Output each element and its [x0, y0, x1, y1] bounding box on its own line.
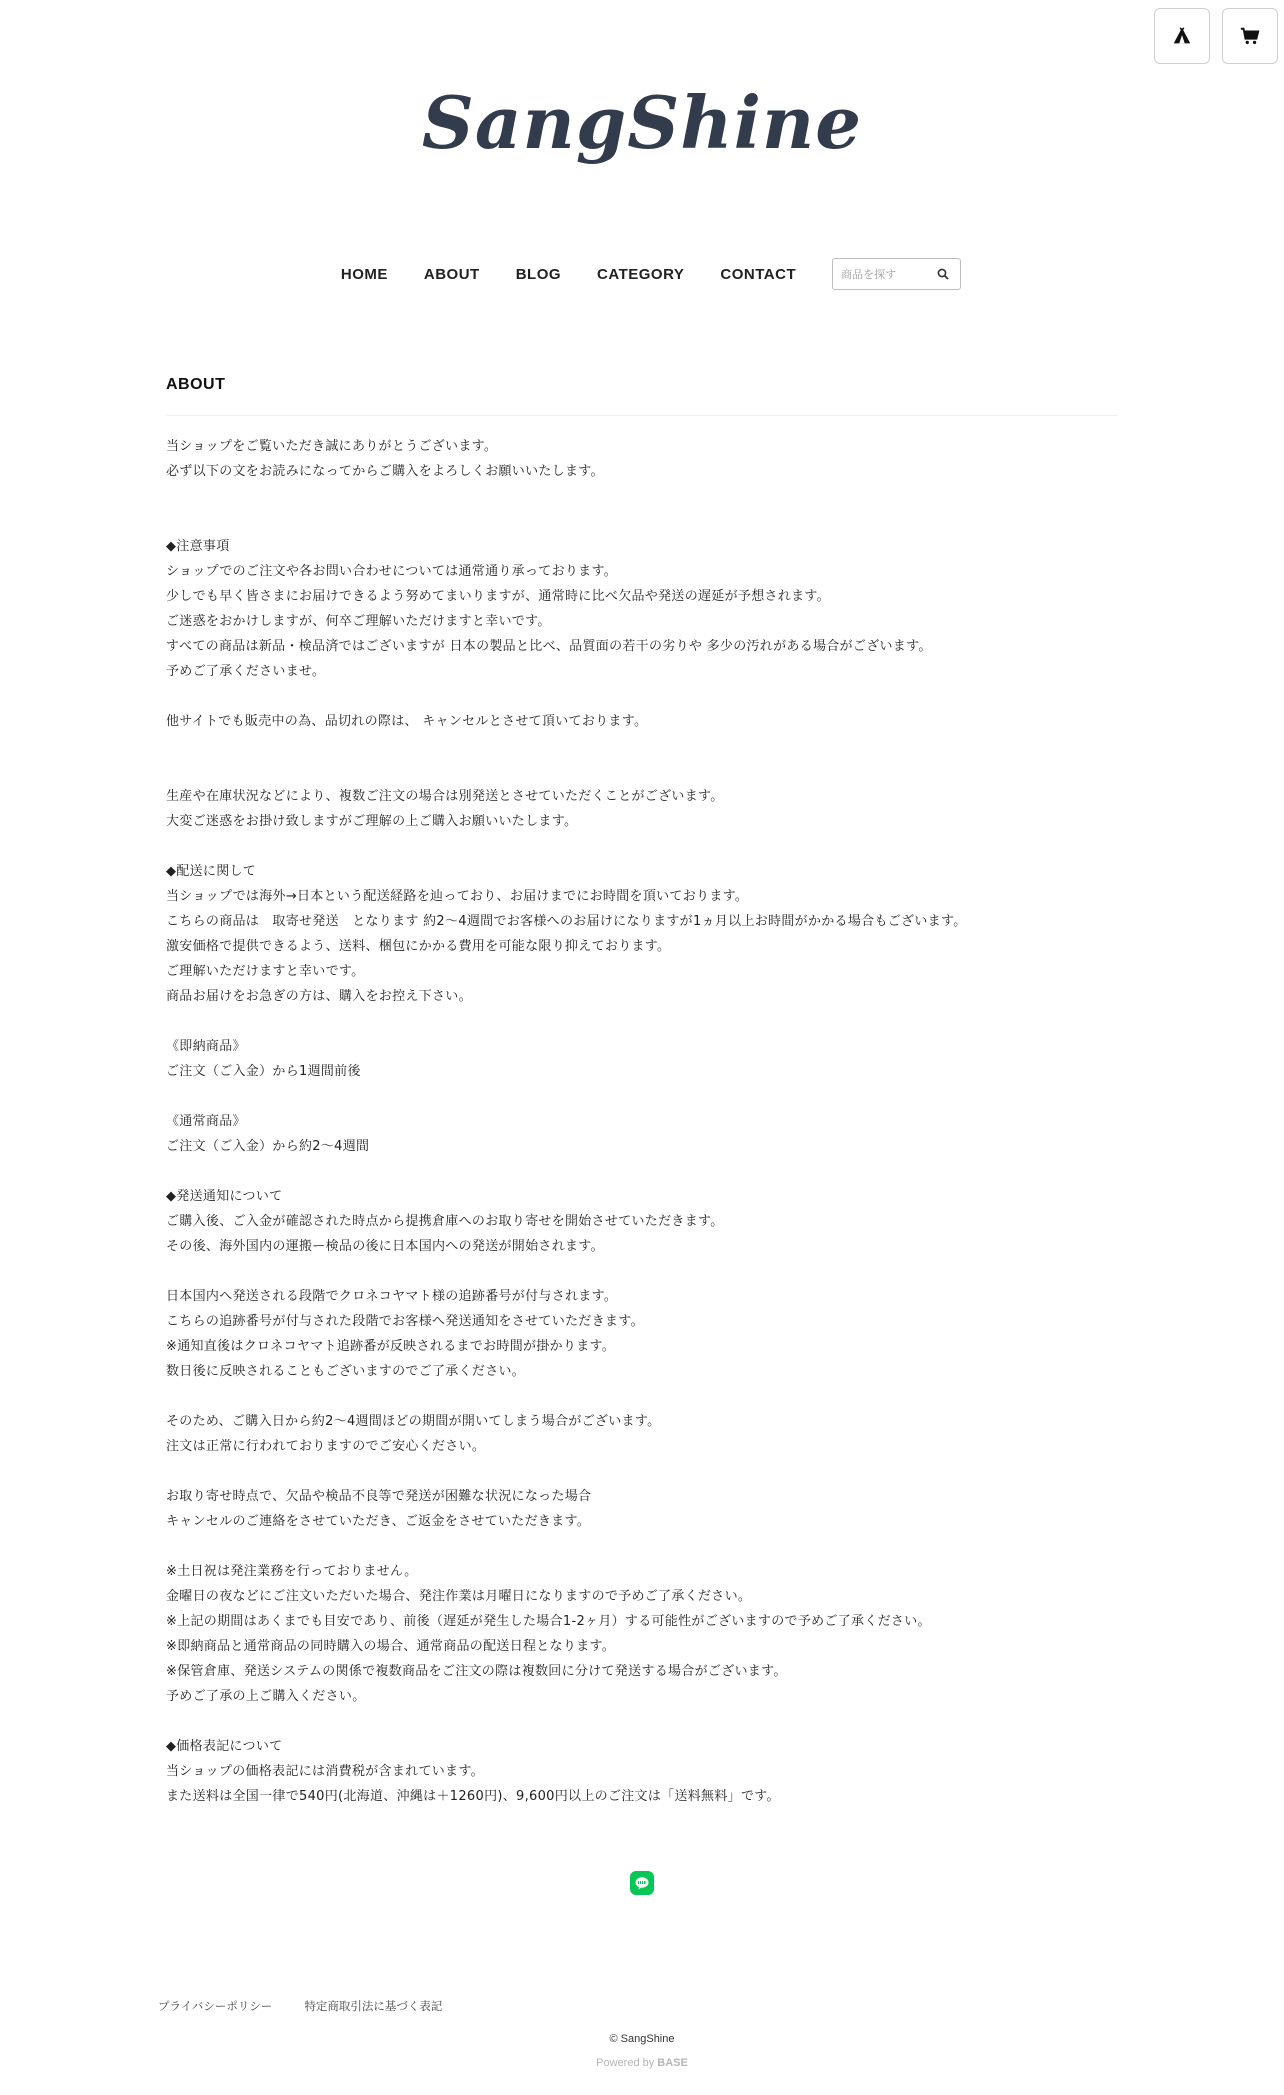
content-line: すべての商品は新品・検品済ではございますが 日本の製品と比べ、品質面の若干の劣りや 多少の汚れがある場合がございます。 — [166, 639, 932, 654]
content-line: ご注文（ご入金）から1週間前後 — [166, 1064, 361, 1079]
cart-icon — [1239, 25, 1261, 47]
content-line: 必ず以下の文をお読みになってからご購入をよろしくお願いいたします。 — [166, 464, 604, 479]
content-line: 少しでも早く皆さまにお届けできるよう努めてまいりますが、通常時に比べ欠品や発送の遅延が予想されます。 — [166, 589, 830, 604]
footer-links — [158, 1998, 442, 2014]
header-icons — [1154, 8, 1278, 64]
content-line — [166, 484, 1118, 509]
line-icon — [633, 1874, 651, 1892]
nav-contact[interactable]: CONTACT — [720, 265, 797, 283]
content-line: ◆発送通知について — [166, 1189, 283, 1204]
content-line — [166, 1259, 1118, 1284]
content-line: ※通知直後はクロネコヤマト追跡番が反映されるまでお時間が掛かります。 — [166, 1339, 616, 1354]
privacy-policy-link[interactable]: プライバシーポリシー — [158, 1999, 273, 2013]
search-input[interactable] — [841, 268, 931, 281]
content-line — [166, 1159, 1118, 1184]
content-line: 大変ご迷惑をお掛け致しますがご理解の上ご購入お願いいたします。 — [166, 814, 578, 829]
content-line: ◆注意事項 — [166, 539, 230, 554]
content-line: ※保管倉庫、発送システムの関係で複数商品をご注文の際は複数回に分けて発送する場合がございます。 — [166, 1664, 787, 1679]
line-share-button[interactable] — [630, 1871, 654, 1895]
content-line: ご理解いただけますと幸いです。 — [166, 964, 365, 979]
content-line — [166, 1534, 1118, 1559]
nav-category[interactable]: CATEGORY — [597, 265, 685, 283]
content-line: ※即納商品と通常商品の同時購入の場合、通常商品の配送日程となります。 — [166, 1639, 616, 1654]
content-line — [166, 834, 1118, 859]
legal-notice-link[interactable]: 特定商取引法に基づく表記 — [304, 1999, 443, 2013]
powered-by-label: Powered by — [596, 2057, 655, 2069]
content-line — [166, 509, 1118, 534]
content-line: 《通常商品》 — [166, 1114, 246, 1129]
content-line: 数日後に反映されることもございますのでご了承ください。 — [166, 1364, 526, 1379]
content-line: 当ショップでは海外→日本という配送経路を辿っており、お届けまでにお時間を頂いております。 — [166, 889, 749, 904]
content-line: ◆価格表記について — [166, 1739, 283, 1754]
content-line: 注文は正常に行われておりますのでご安心ください。 — [166, 1439, 486, 1454]
content-line: ※土日祝は発注業務を行っておりません。 — [166, 1564, 418, 1579]
content-line: 生産や在庫状況などにより、複数ご注文の場合は別発送とさせていただくことがございます。 — [166, 789, 724, 804]
content-line: ご購入後、ご入金が確認された時点から提携倉庫へのお取り寄せを開始させていただきます。 — [166, 1214, 724, 1229]
page-title: ABOUT — [166, 376, 226, 393]
content-line: ショップでのご注文や各お問い合わせについては通常通り承っております。 — [166, 564, 618, 579]
content-line — [166, 734, 1118, 759]
content-line: その後、海外国内の運搬ー検品の後に日本国内への発送が開始されます。 — [166, 1239, 604, 1254]
content-line — [166, 759, 1118, 784]
content-line: ご迷惑をおかけしますが、何卒ご理解いただけますと幸いです。 — [166, 614, 551, 629]
content-line: ご注文（ご入金）から約2〜4週間 — [166, 1139, 370, 1154]
content-line — [166, 1384, 1118, 1409]
content-line — [166, 1459, 1118, 1484]
content-line: お取り寄せ時点で、欠品や検品不良等で発送が困難な状況になった場合 — [166, 1489, 592, 1504]
content-line — [166, 1009, 1118, 1034]
content-line: 激安価格で提供できるよう、送料、梱包にかかる費用を可能な限り抑えております。 — [166, 939, 671, 954]
content-line: ※上記の期間はあくまでも目安であり、前後（遅延が発生した場合1-2ヶ月）する可能性がございますので予めご了承ください。 — [166, 1614, 931, 1629]
content-line: 他サイトでも販売中の為、品切れの際は、 キャンセルとさせて頂いております。 — [166, 714, 648, 729]
main-nav — [0, 258, 1284, 290]
content-line: そのため、ご購入日から約2～4週間ほどの期間が開いてしまう場合がございます。 — [166, 1414, 661, 1429]
content-line: 日本国内へ発送される段階でクロネコヤマト様の追跡番号が付与されます。 — [166, 1289, 618, 1304]
content-line: キャンセルのご連絡をさせていただき、ご返金をさせていただきます。 — [166, 1514, 591, 1529]
content-line: また送料は全国一律で540円(北海道、沖縄は＋1260円)、9,600円以上のご注文は「送料無料」です。 — [166, 1789, 780, 1804]
copyright: © SangShine — [609, 2033, 675, 2045]
content-line: 商品お届けをお急ぎの方は、購入をお控え下さい。 — [166, 989, 472, 1004]
heading-divider — [166, 415, 1118, 416]
about-content — [166, 434, 1118, 1809]
content-line — [166, 1709, 1118, 1734]
content-line — [166, 684, 1118, 709]
content-line: こちらの商品は 取寄せ発送 となります 約2〜4週間でお客様へのお届けになりますが1ヵ月以上お時間がかかる場合もございます。 — [166, 914, 967, 929]
tent-icon — [1171, 25, 1193, 47]
nav-home[interactable]: HOME — [340, 265, 388, 283]
search-icon[interactable] — [937, 268, 949, 280]
nav-about[interactable]: ABOUT — [423, 265, 480, 283]
site-logo[interactable]: SangShine — [421, 80, 863, 165]
content-line — [166, 1084, 1118, 1109]
content-line: 《即納商品》 — [166, 1039, 246, 1054]
search-box — [832, 258, 961, 290]
powered-by[interactable] — [0, 2057, 1284, 2069]
content-line: 当ショップの価格表記には消費税が含まれています。 — [166, 1764, 484, 1779]
tent-button[interactable] — [1154, 8, 1210, 64]
nav-blog[interactable]: BLOG — [515, 265, 562, 283]
content-line: 予めご了承の上ご購入ください。 — [166, 1689, 366, 1704]
content-line: ◆配送に関して — [166, 864, 257, 879]
content-line: 金曜日の夜などにご注文いただいた場合、発注作業は月曜日になりますので予めご了承ください。 — [166, 1589, 752, 1604]
base-brand: BASE — [657, 2057, 688, 2069]
cart-button[interactable] — [1222, 8, 1278, 64]
content-line: 当ショップをご覧いただき誠にありがとうございます。 — [166, 439, 498, 454]
content-line: 予めご了承くださいませ。 — [166, 664, 326, 679]
content-line: こちらの追跡番号が付与された段階でお客様へ発送通知をさせていただきます。 — [166, 1314, 644, 1329]
